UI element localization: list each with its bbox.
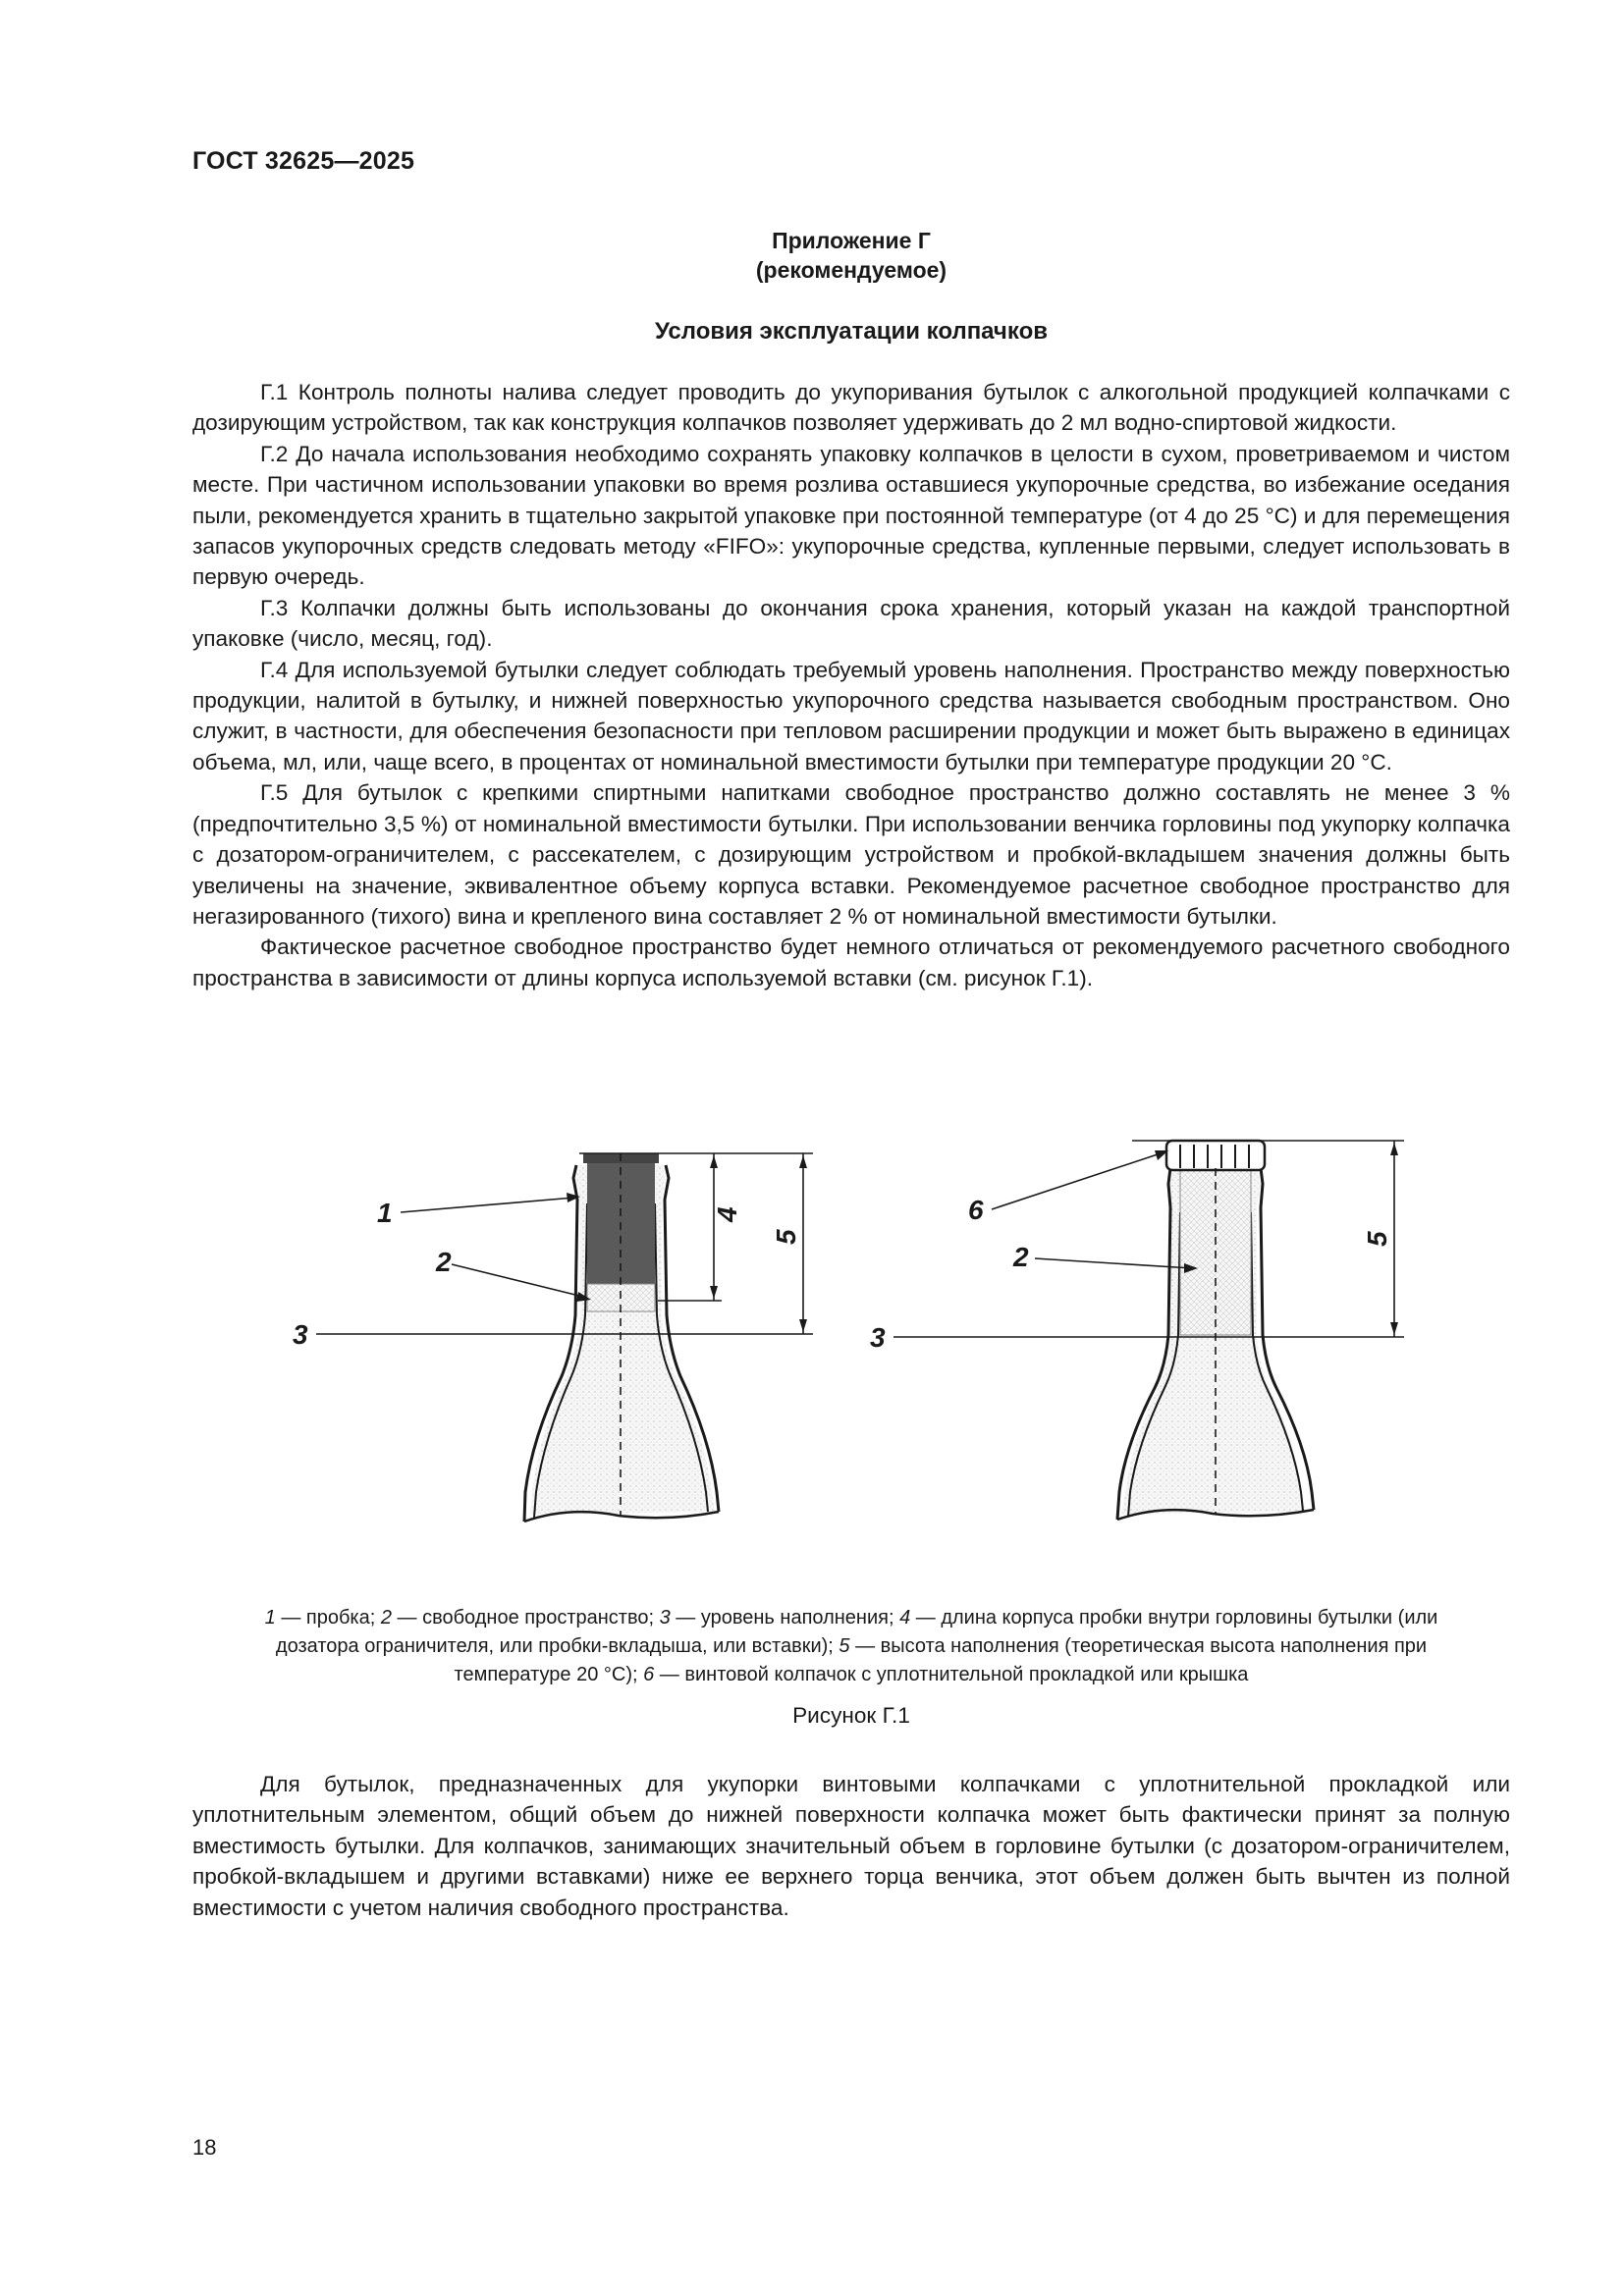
left-dim-4-arrow-bottom (710, 1286, 718, 1299)
legend-num-5: 5 (839, 1635, 850, 1657)
left-label-3: 3 (293, 1319, 308, 1350)
legend-text-3: — уровень наполнения; (670, 1607, 900, 1629)
paragraph-final: Для бутылок, предназначенных для укупорки винтовыми колпачками с уплотнительной прокладкой или уплотнительным элементом, общий объем до нижней поверхности колпачка может быть фактически принят за полную вместимость бутылки. Для колпачков, занимающих значительный объем в горловине бутылки (с дозатором-ограничителем, пробкой-вкладышем и другими вставками) ниже ее верхнего торца венчика, этот объем должен быть вычтен из полной вместимости с учетом наличия свободного пространства. (192, 1772, 1510, 1920)
paragraph-g5: Г.5 Для бутылок с крепкими спиртными напитками свободное пространство должно составлять не менее 3 % (предпочтительно 3,5 %) от номинальной вместимости бутылки. При использовании венчика горловины под укупорку колпачка с дозатором-ограничителем, с рассекателем, с дозирующим устройством и пробкой-вкладышем значения должны быть увеличены на значение, эквивалентное объему корпуса вставки. Рекомендуемое расчетное свободное пространство для негазированного (тихого) вина и крепленого вина составляет 2 % от номинальной вместимости бутылки. (192, 780, 1510, 929)
right-dim-5-arrow-bottom (1390, 1322, 1398, 1335)
legend-text-4: — длина корпуса пробки внутри горловины бутылки (или дозатора ограничителя, или пробки-вкладыша, или вставки); (275, 1607, 1438, 1657)
section-title: Условия эксплуатации колпачков (655, 318, 1048, 345)
legend-text-1: — пробка; (275, 1607, 381, 1629)
final-text (192, 1769, 1510, 1923)
appendix-status: (рекомендуемое) (755, 257, 947, 283)
page-number: 18 (192, 2135, 217, 2160)
figure-bottle-diagram (275, 1119, 1492, 1595)
paragraph-g3: Г.3 Колпачки должны быть использованы до окончания срока хранения, который указан на каждой транспортной упаковке (число, месяц, год). (192, 595, 1510, 652)
legend-text-2: — свободное пространство; (391, 1607, 660, 1629)
figure-legend (232, 1604, 1471, 1689)
bottle-diagram-svg (275, 1119, 1492, 1590)
left-dim-5-arrow-bottom (799, 1319, 807, 1332)
left-label-4: 4 (712, 1206, 742, 1222)
paragraph-note: Фактическое расчетное свободное пространство будет немного отличаться от рекомендуемого расчетного свободного пространства в зависимости от длины корпуса используемой вставки (см. рисунок Г.1). (192, 934, 1510, 990)
right-label-6: 6 (968, 1195, 984, 1225)
left-label-5: 5 (771, 1229, 801, 1245)
paragraph-g2: Г.2 До начала использования необходимо сохранять упаковку колпачков в целости в сухом, проветриваемом и чистом месте. При частичном использовании упаковки во время розлива оставшиеся укупорочные средства, во избежание оседания пыли, рекомендуется хранить в тщательно закрытой упаковке при постоянной температуре (от 4 до 25 °С) и для перемещения запасов укупорочных средств следовать методу «FIFO»: укупорочные средства, купленные первыми, следует использовать в первую очередь. (192, 441, 1510, 590)
right-dim-5-arrow-top (1390, 1143, 1398, 1155)
left-label-2: 2 (436, 1247, 452, 1277)
paragraph-g1: Г.1 Контроль полноты налива следует проводить до укупоривания бутылок с алкогольной продукцией колпачками с дозирующим устройством, так как конструкция колпачков позволяет удерживать до 2 мл водно-спиртовой жидкости. (192, 380, 1510, 436)
legend-num-6: 6 (643, 1664, 655, 1685)
left-dim-5-arrow-top (799, 1155, 807, 1168)
right-leader-6 (992, 1152, 1164, 1209)
right-label-2: 2 (1013, 1242, 1029, 1272)
legend-num-4: 4 (899, 1607, 911, 1629)
left-leader-1 (401, 1198, 574, 1212)
figure-title: Рисунок Г.1 (792, 1703, 910, 1728)
main-text (192, 377, 1510, 993)
left-leader-2 (452, 1264, 587, 1298)
appendix-title: Приложение Г (772, 228, 931, 253)
left-dim-4-arrow-top (710, 1155, 718, 1168)
legend-text-5: — высота наполнения (теоретическая высота наполнения при температуре 20 °С); (454, 1635, 1428, 1685)
legend-num-1: 1 (264, 1607, 276, 1629)
legend-num-2: 2 (380, 1607, 392, 1629)
left-dimensions (293, 1153, 813, 1350)
left-label-1: 1 (377, 1198, 393, 1228)
right-dimensions (870, 1141, 1404, 1353)
legend-text-6: — винтовой колпачок с уплотнительной прокладкой или крышка (654, 1664, 1249, 1685)
paragraph-g4: Г.4 Для используемой бутылки следует соблюдать требуемый уровень наполнения. Пространство между поверхностью продукции, налитой в бутылку, и нижней поверхностью укупорочного средства называется свободным пространством. Оно служит, в частности, для обеспечения безопасности при тепловом расширении продукции и может быть выражено в единицах объема, мл, или, чаще всего, в процентах от номинальной вместимости бутылки при температуре продукции 20 °С. (192, 657, 1510, 774)
legend-num-3: 3 (659, 1607, 671, 1629)
right-bottle (1117, 1141, 1314, 1520)
right-label-5: 5 (1362, 1231, 1392, 1247)
right-label-3: 3 (870, 1322, 886, 1353)
document-code: ГОСТ 32625—2025 (192, 147, 415, 175)
left-bottle (524, 1153, 719, 1522)
